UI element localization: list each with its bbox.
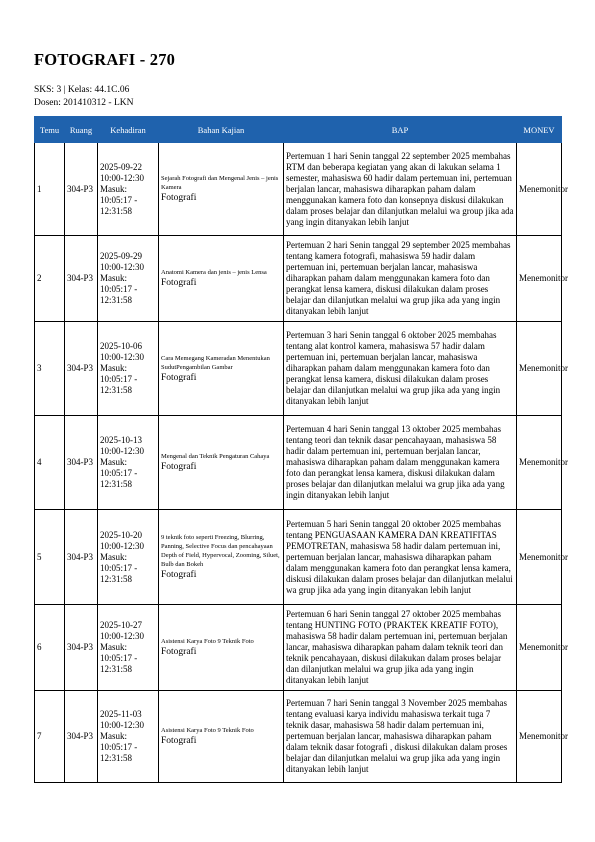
header-monev: MONEV bbox=[517, 117, 562, 143]
attendance-checkin: 10:05:17 - 12:31:58 bbox=[100, 742, 138, 763]
attendance-date: 2025-09-22 bbox=[100, 161, 142, 172]
table-row bbox=[35, 416, 562, 510]
attendance-checkin: 10:05:17 - 12:31:58 bbox=[100, 194, 138, 216]
cell-ruang: 304-P3 bbox=[65, 605, 98, 691]
cell-bahan-kajian bbox=[159, 236, 284, 322]
attendance-date: 2025-10-13 bbox=[100, 435, 142, 445]
cell-ruang: 304-P3 bbox=[65, 322, 98, 416]
cell-bap: Pertemuan 3 hari Senin tanggal 6 oktober 2025 membahas tentang alat kontrol kamera, mahasiswa 57 hadir dalam pertemuan ini, pertemuan berjalan lancar, mahasiswa diharapkan paham dalam menggunakan kamera foto dan perangkat lensa kamera, diskusi dilakukan dalam proses belajar dan dilanjutkan melalui wa grup jika ada yang ingin ditanyakan lebih lanjut bbox=[284, 322, 517, 416]
attendance-status: Masuk: bbox=[100, 457, 127, 467]
cell-ruang: 304-P3 bbox=[65, 691, 98, 783]
cell-monev: Menemonitor bbox=[517, 322, 562, 416]
bahan-subject: Fotografi bbox=[161, 462, 197, 472]
bahan-topic: Asistensi Karya Foto 9 Teknik Foto bbox=[161, 638, 254, 645]
cell-monev: Menemonitor bbox=[517, 416, 562, 510]
cell-monev: Menemonitor bbox=[517, 143, 562, 236]
attendance-time: 10:00-12:30 bbox=[100, 172, 144, 183]
cell-bahan-kajian bbox=[159, 143, 284, 236]
attendance-status: Masuk: bbox=[100, 551, 127, 562]
table-row bbox=[35, 510, 562, 605]
dosen-info: Dosen: 201410312 - LKN bbox=[34, 98, 134, 108]
attendance-status: Masuk: bbox=[100, 273, 127, 283]
cell-ruang: 304-P3 bbox=[65, 143, 98, 236]
cell-temu: 4 bbox=[35, 416, 65, 510]
attendance-time: 10:00-12:30 bbox=[100, 540, 144, 551]
header-kehadiran: Kehadiran bbox=[98, 117, 159, 143]
cell-bahan-kajian bbox=[159, 691, 284, 783]
cell-ruang: 304-P3 bbox=[65, 416, 98, 510]
cell-bahan-kajian bbox=[159, 322, 284, 416]
cell-ruang: 304-P3 bbox=[65, 510, 98, 605]
bahan-topic: 9 teknik foto seperti Freezing, Blurring, Panning, Selective Focus dan pencahayaan Depth of Field, Hypervocal, Zooming, Siluet, Bulb dan Bokeh bbox=[161, 534, 280, 568]
cell-kehadiran bbox=[98, 416, 159, 510]
table-row bbox=[35, 236, 562, 322]
attendance-checkin: 10:05:17 - 12:31:58 bbox=[100, 653, 138, 674]
cell-bahan-kajian bbox=[159, 416, 284, 510]
course-title: FOTOGRAFI - 270 bbox=[34, 50, 176, 69]
cell-bap: Pertemuan 5 hari Senin tanggal 20 oktober 2025 membahas tentang PENGUASAAN KAMERA DAN KREATIFITAS PEMOTRETAN, mahasiswa 58 hadir dalam pertemuan ini, pertemuan berjalan lancar, mahasiswa diharapkan paham dalam menggunakan kamera foto dan perangkat lensa kamera, diskusi dilakukan dalam proses belajar dan dilanjutkan melalui wa grup jika ada yang ingin ditanyakan lebih lanjut bbox=[284, 510, 517, 605]
attendance-status: Masuk: bbox=[100, 642, 127, 652]
cell-temu: 7 bbox=[35, 691, 65, 783]
attendance-date: 2025-09-29 bbox=[100, 251, 142, 261]
sks-kelas-info: SKS: 3 | Kelas: 44.1C.06 bbox=[34, 85, 130, 95]
table-header-row bbox=[35, 117, 562, 143]
table-row bbox=[35, 322, 562, 416]
attendance-time: 10:00-12:30 bbox=[100, 720, 144, 730]
cell-kehadiran bbox=[98, 236, 159, 322]
cell-temu: 1 bbox=[35, 143, 65, 236]
bahan-subject: Fotografi bbox=[161, 278, 197, 288]
table-row bbox=[35, 143, 562, 236]
attendance-date: 2025-10-20 bbox=[100, 529, 142, 540]
cell-bahan-kajian bbox=[159, 510, 284, 605]
attendance-status: Masuk: bbox=[100, 731, 127, 741]
cell-kehadiran bbox=[98, 510, 159, 605]
table-row bbox=[35, 605, 562, 691]
attendance-date: 2025-11-03 bbox=[100, 709, 142, 719]
header-ruang: Ruang bbox=[65, 117, 98, 143]
bahan-subject: Fotografi bbox=[161, 570, 197, 580]
bahan-subject: Fotografi bbox=[161, 736, 197, 746]
attendance-checkin: 10:05:17 - 12:31:58 bbox=[100, 562, 138, 584]
cell-bap: Pertemuan 2 hari Senin tanggal 29 september 2025 membahas tentang kamera fotografi, mahasiswa 59 hadir dalam pertemuan ini, pertemuan berjalan lancar, mahasiswa diharapkan paham dalam menggunakan kamera foto dan perangkat lensa kamera, diskusi dilakukan dalam proses belajar dan dilanjutkan melalui wa grup jika ada yang ingin ditanyakan lebih lanjut bbox=[284, 236, 517, 322]
bahan-topic: Anatomi Kamera dan jenis – jenis Lensa bbox=[161, 269, 267, 276]
cell-temu: 6 bbox=[35, 605, 65, 691]
attendance-status: Masuk: bbox=[100, 363, 127, 373]
attendance-time: 10:00-12:30 bbox=[100, 631, 144, 641]
cell-bap: Pertemuan 4 hari Senin tanggal 13 oktober 2025 membahas tentang teori dan teknik dasar pencahayaan, mahasiswa 58 hadir dalam pertemuan ini, pertemuan berjalan lancar, mahasiswa diharapkan paham dalam menggunakan kamera foto dan perangkat lensa kamera, diskusi dilakukan dalam proses belajar dan dilanjutkan melalui wa grup jika ada yang ingin ditanyakan lebih lanjut bbox=[284, 416, 517, 510]
attendance-status: Masuk: bbox=[100, 183, 127, 194]
header-bap: BAP bbox=[284, 117, 517, 143]
header-bahan-kajian: Bahan Kajian bbox=[159, 117, 284, 143]
schedule-table bbox=[34, 116, 568, 783]
cell-bap: Pertemuan 7 hari Senin tanggal 3 November 2025 membahas tentang evaluasi karya individu mahasiswa terkait tuga 7 teknik dasar, mahasiswa 58 hadir dalam pertemuan ini, pertemuan berjalan lancar, mahasiswa diharapkan paham dalam teknik dasar fotografi , diskusi dilakukan dalam proses belajar dan dilanjutkan melalui wa grup jika ada yang ingin ditanyakan lebih lanjut bbox=[284, 691, 517, 783]
bahan-subject: Fotografi bbox=[161, 193, 197, 203]
cell-monev: Menemonitor bbox=[517, 510, 562, 605]
attendance-date: 2025-10-27 bbox=[100, 620, 142, 630]
bahan-topic: Sejarah Fotografi dan Mengenal Jenis – jenis Kamera bbox=[161, 175, 279, 191]
cell-temu: 5 bbox=[35, 510, 65, 605]
attendance-checkin: 10:05:17 - 12:31:58 bbox=[100, 468, 138, 489]
cell-monev: Menemonitor bbox=[517, 691, 562, 783]
bahan-topic: Asistensi Karya Foto 9 Teknik Foto bbox=[161, 727, 254, 734]
attendance-time: 10:00-12:30 bbox=[100, 446, 144, 456]
cell-kehadiran bbox=[98, 605, 159, 691]
bahan-subject: Fotografi bbox=[161, 372, 197, 383]
cell-temu: 2 bbox=[35, 236, 65, 322]
cell-monev: Menemonitor bbox=[517, 236, 562, 322]
attendance-time: 10:00-12:30 bbox=[100, 352, 144, 362]
cell-temu: 3 bbox=[35, 322, 65, 416]
cell-kehadiran bbox=[98, 691, 159, 783]
bahan-topic: Mengenal dan Teknik Pengaturan Cahaya bbox=[161, 453, 270, 460]
bahan-subject: Fotografi bbox=[161, 647, 197, 657]
header-temu: Temu bbox=[35, 117, 65, 143]
cell-bahan-kajian bbox=[159, 605, 284, 691]
attendance-checkin: 10:05:17 - 12:31:58 bbox=[100, 374, 138, 395]
cell-ruang: 304-P3 bbox=[65, 236, 98, 322]
cell-monev: Menemonitor bbox=[517, 605, 562, 691]
cell-bap: Pertemuan 6 hari Senin tanggal 27 oktober 2025 membahas tentang HUNTING FOTO (PRAKTEK KREATIF FOTO), mahasiswa 58 hadir dalam pertemuan ini, pertemuan berjalan lancar, mahasiswa diharapkan paham dalam teknik teori dan teknik pencahayaan, diskusi dilakukan dalam proses belajar dan dilanjutkan melalui wa grup jika ada yang ingin ditanyakan lebih lanjut bbox=[284, 605, 517, 691]
table-row bbox=[35, 691, 562, 783]
attendance-time: 10:00-12:30 bbox=[100, 262, 144, 272]
cell-kehadiran bbox=[98, 322, 159, 416]
bahan-topic: Cara Memegang Kameradan Menentukan SudutPengambilan Gambar bbox=[161, 354, 270, 371]
attendance-date: 2025-10-06 bbox=[100, 341, 142, 351]
attendance-checkin: 10:05:17 - 12:31:58 bbox=[100, 284, 138, 305]
cell-bap: Pertemuan 1 hari Senin tanggal 22 september 2025 membahas RTM dan beberapa kegiatan yang akan di lakukan selama 1 semester, mahasiswa 60 hadir dalam pertemuan ini, pertemuan berjalan lancar, mahasiswa diharapkan paham dalam menggunakan kamera foto dan konsepnya diskusi dilakukan dalam proses belajar dan dilanjutkan melalui wa group jika ada yang ingin ditanyakan lebih lanjut bbox=[284, 143, 517, 236]
cell-kehadiran bbox=[98, 143, 159, 236]
